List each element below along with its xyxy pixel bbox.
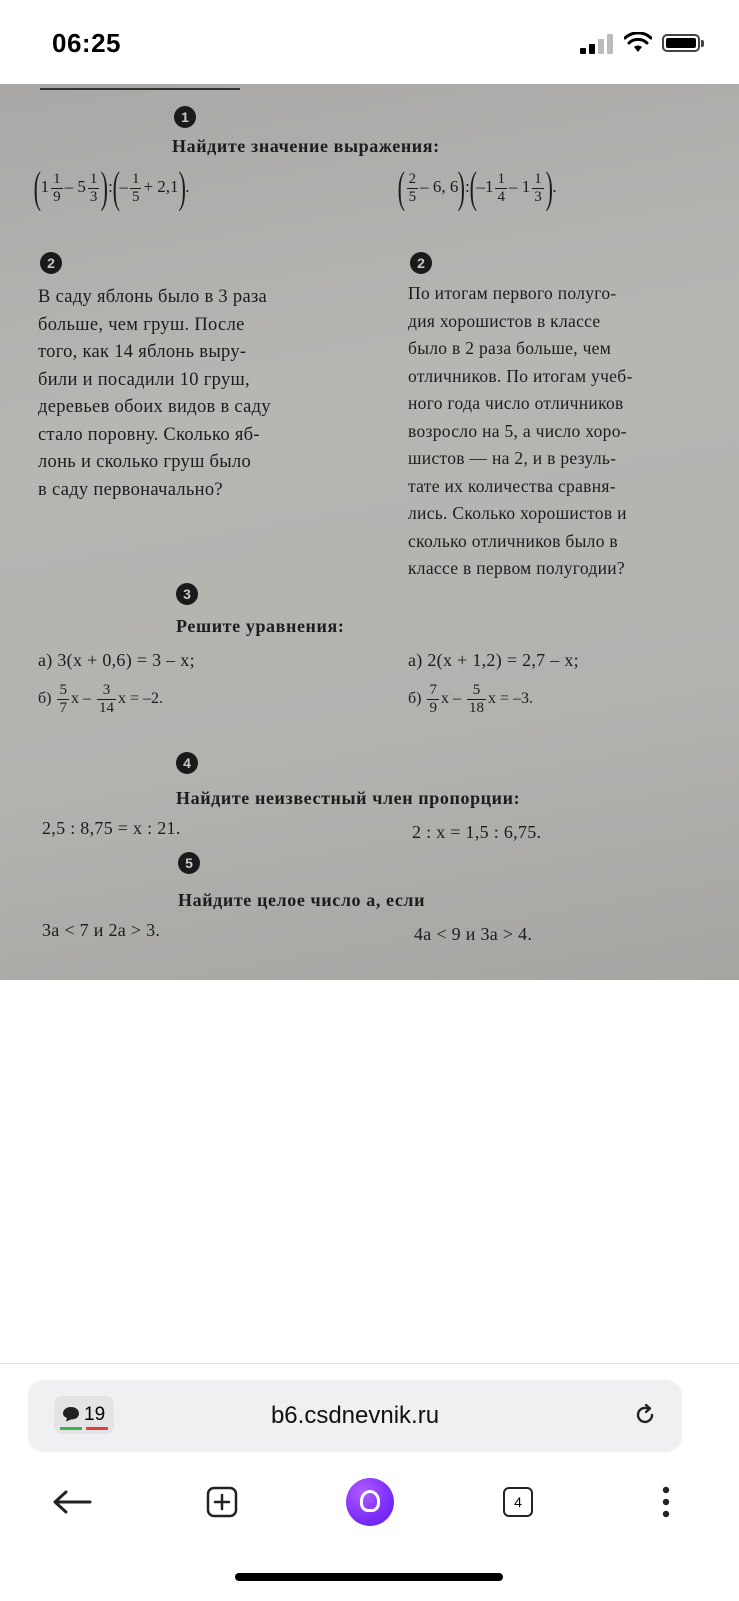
task-5-left: 3a < 7 и 2a > 3. (42, 920, 161, 940)
status-time: 06:25 (52, 28, 121, 58)
task-4-number: 4 (176, 752, 198, 774)
task-1-right-expression: ( $\frac{2}{5}$ – 6, 6):(–1 $\frac{1}{4}$ – 1 $\frac{1}{3}$ ). (397, 163, 557, 212)
menu-button[interactable] (642, 1478, 690, 1526)
task-2-left-text: В саду яблонь было в 3 раза больше, чем груш. После того, как 14 яблонь выру- били и посадили 10 груш, деревьев обоих видов в саду стало поровну. Сколько яб- лонь и сколько груш было в саду первоначально? (38, 287, 271, 500)
task-2-right-number: 2 (410, 252, 432, 274)
task-5-number: 5 (178, 852, 200, 874)
battery-icon (662, 34, 700, 52)
top-rule (40, 88, 240, 90)
task-5-right: 4a < 9 и 3a > 4. (414, 924, 533, 944)
plus-square-icon (205, 1485, 239, 1519)
task-3-number: 3 (176, 583, 198, 605)
task-1-left-expression: (1 $\frac{1}{9}$ – 5 $\frac{1}{3}$ ):(– $\frac{1}{5}$ + 2,1). (33, 163, 190, 212)
back-button[interactable] (48, 1478, 96, 1526)
battery-tip (701, 40, 704, 47)
new-tab-button[interactable] (198, 1478, 246, 1526)
task-3-right-b: б) $\frac{7}{9}$ x – $\frac{5}{18}$ x = –3. (408, 682, 533, 716)
task-1-number: 1 (174, 106, 196, 128)
browser-toolbar (0, 1363, 739, 1601)
task-3-right-a: а) 2(x + 1,2) = 2,7 – x; (408, 650, 579, 670)
navigation-row (0, 1464, 739, 1534)
task-3-left-b: б) $\frac{5}{7}$ x – $\frac{3}{14}$ x = –2. (38, 682, 163, 716)
tabs-count: 4 (503, 1487, 533, 1517)
cellular-signal-icon (580, 34, 618, 54)
comments-count: 19 (84, 1404, 106, 1425)
reload-icon[interactable] (632, 1402, 658, 1428)
address-bar[interactable] (28, 1380, 682, 1452)
task-3-left-a: а) 3(x + 0,6) = 3 – x; (38, 650, 195, 670)
task-1-heading: Найдите значение выражения: (172, 136, 440, 156)
textbook-photo (0, 84, 739, 980)
task-2-left-number: 2 (40, 252, 62, 274)
url-text[interactable]: b6.csdnevnik.ru (270, 1402, 440, 1429)
wifi-icon (624, 32, 652, 54)
alice-assistant-button[interactable] (346, 1478, 394, 1526)
tabs-button[interactable] (494, 1478, 542, 1526)
task-3-heading: Решите уравнения: (176, 616, 345, 636)
status-bar (0, 0, 739, 84)
task-2-right-text: По итогам первого полуго- дия хорошистов в классе было в 2 раза больше, чем отличников. По итогам учеб- ного года число отличников возросло на 5, а число хоро- шистов — на 2, и в резуль- тате их количества сравня- лись. Сколько хорошистов и сколько отличников было в классе в первом полугодии? (408, 283, 633, 578)
more-vertical-icon (661, 1485, 671, 1519)
back-arrow-icon (52, 1490, 92, 1514)
task-4-heading: Найдите неизвестный член пропорции: (176, 788, 521, 808)
alice-icon (346, 1478, 394, 1526)
task-5-heading: Найдите целое число a, если (178, 890, 426, 910)
task-4-left: 2,5 : 8,75 = x : 21. (42, 818, 181, 838)
task-4-right: 2 : x = 1,5 : 6,75. (412, 822, 542, 842)
home-indicator[interactable] (235, 1573, 503, 1581)
